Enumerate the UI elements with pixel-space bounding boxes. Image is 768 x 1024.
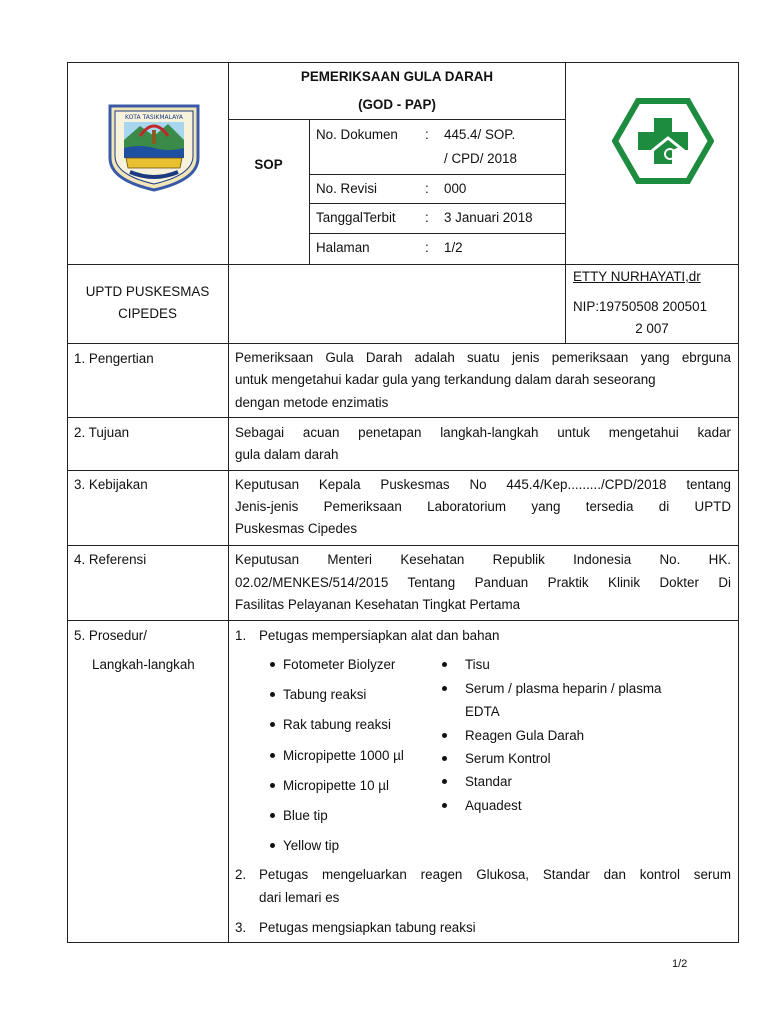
list-item-alat: Tabung reaksi (283, 687, 367, 702)
section-row-line (67, 343, 739, 344)
section-label-pengertian: 1. Pengertian (74, 351, 154, 366)
org-name-line2: CIPEDES (118, 306, 177, 321)
title-bottom-line (228, 119, 566, 120)
bullet (270, 783, 275, 788)
emblem-text: KOTA TASIKMALAYA (124, 114, 184, 121)
section-label-prosedur-line2: Langkah-langkah (92, 657, 195, 672)
section-row-line (67, 620, 739, 621)
field-value-no-revisi: 000 (444, 181, 467, 196)
step-text: Petugas mengeluarkan reagen Glukosa, Standar dan kontrol serum (259, 867, 731, 882)
section-text-line: dengan metode enzimatis (235, 395, 389, 410)
list-item-alat: Rak tabung reaksi (283, 717, 391, 732)
section-row-line (67, 470, 739, 471)
city-emblem-logo (104, 100, 204, 192)
document-subtitle: (GOD - PAP) (358, 97, 436, 112)
sop-label: SOP (254, 157, 283, 172)
field-row-line (309, 233, 566, 234)
section-label-tujuan: 2. Tujuan (74, 425, 130, 440)
header-bottom-line (67, 264, 739, 265)
bullet (442, 686, 447, 691)
document-title: PEMERIKSAAN GULA DARAH (300, 69, 494, 84)
list-item-alat: Micropipette 10 µl (283, 778, 389, 793)
field-value-halaman: 1/2 (444, 240, 463, 255)
section-text-line: Fasilitas Pelayanan Kesehatan Tingkat Pertama (235, 597, 521, 612)
field-value-tanggal-terbit: 3 Januari 2018 (444, 210, 533, 225)
list-item-bahan: Serum Kontrol (465, 751, 551, 766)
list-item-alat: Micropipette 1000 µl (283, 748, 404, 763)
list-item-bahan: Standar (465, 774, 512, 789)
table-border-right (738, 62, 739, 943)
step-text: Petugas mempersiapkan alat dan bahan (259, 628, 500, 643)
bullet (442, 803, 447, 808)
field-value-no-dokumen-line2: / CPD/ 2018 (444, 151, 517, 166)
section-label-referensi: 4. Referensi (74, 552, 147, 567)
field-label-no-dokumen: No. Dokumen (316, 127, 398, 142)
bullet (270, 662, 275, 667)
step-number: 2. (235, 867, 247, 882)
puskesmas-logo (612, 98, 714, 184)
section-text-line: Jenis-jenis Pemeriksaan Laboratorium yang tersedia di UPTD (235, 499, 731, 514)
step-number: 3. (235, 920, 247, 935)
section-label-prosedur: 5. Prosedur/ (74, 628, 147, 643)
list-item-alat: Blue tip (283, 808, 328, 823)
list-item-bahan-continuation: EDTA (465, 704, 500, 719)
field-colon: : (425, 210, 429, 225)
step-text: Petugas mengsiapkan tabung reaksi (259, 920, 476, 935)
section-row-line (67, 545, 739, 546)
field-colon: : (425, 127, 429, 142)
field-row-line (309, 203, 566, 204)
section-text-line: untuk mengetahui kadar gula yang terkandung dalam darah seseorang (235, 372, 656, 387)
bullet (442, 756, 447, 761)
field-row-line (309, 174, 566, 175)
section-text-line: Keputusan Menteri Kesehatan Republik Indonesia No. HK. (235, 552, 731, 567)
bullet (270, 692, 275, 697)
signer-nip-line2: 2 007 (635, 321, 669, 336)
bullet (270, 843, 275, 848)
list-item-bahan: Aquadest (465, 798, 522, 813)
bullet (442, 779, 447, 784)
table-border-top (67, 62, 739, 63)
list-item-bahan: Tisu (465, 657, 490, 672)
signer-name: ETTY NURHAYATI,dr (573, 269, 701, 284)
field-label-no-revisi: No. Revisi (316, 181, 378, 196)
bullet (270, 753, 275, 758)
list-item-alat: Fotometer Biolyzer (283, 657, 396, 672)
section-row-line (67, 417, 739, 418)
bullet (270, 722, 275, 727)
field-divider (309, 119, 310, 264)
section-text-line: Puskesmas Cipedes (235, 521, 358, 536)
field-colon: : (425, 181, 429, 196)
bullet (442, 733, 447, 738)
org-name-line1: UPTD PUSKESMAS (85, 284, 210, 299)
list-item-alat: Yellow tip (283, 838, 340, 853)
bullet (442, 662, 447, 667)
step-text-continuation: dari lemari es (259, 890, 340, 905)
table-border-bottom (67, 942, 739, 943)
section-text-line: Keputusan Kepala Puskesmas No 445.4/Kep........./CPD/2018 tentang (235, 477, 731, 492)
section-label-kebijakan: 3. Kebijakan (74, 477, 148, 492)
section-text-line: Pemeriksaan Gula Darah adalah suatu jenis pemeriksaan yang ebrguna (235, 350, 731, 365)
field-colon: : (425, 240, 429, 255)
signer-nip: NIP:19750508 200501 (573, 299, 708, 314)
field-label-halaman: Halaman (316, 240, 370, 255)
bullet (270, 813, 275, 818)
list-item-bahan: Reagen Gula Darah (465, 728, 585, 743)
column-divider (228, 62, 229, 943)
table-border-left (67, 62, 68, 943)
section-text-line: 02.02/MENKES/514/2015 Tentang Panduan Praktik Klinik Dokter Di (235, 575, 731, 590)
step-number: 1. (235, 628, 247, 643)
section-text-line: gula dalam darah (235, 447, 339, 462)
page-number: 1/2 (672, 958, 688, 970)
section-text-line: Sebagai acuan penetapan langkah-langkah untuk mengetahui kadar (235, 425, 731, 440)
list-item-bahan: Serum / plasma heparin / plasma (465, 681, 662, 696)
field-value-no-dokumen: 445.4/ SOP. (444, 127, 516, 142)
field-label-tanggal-terbit: TanggalTerbit (316, 210, 396, 225)
